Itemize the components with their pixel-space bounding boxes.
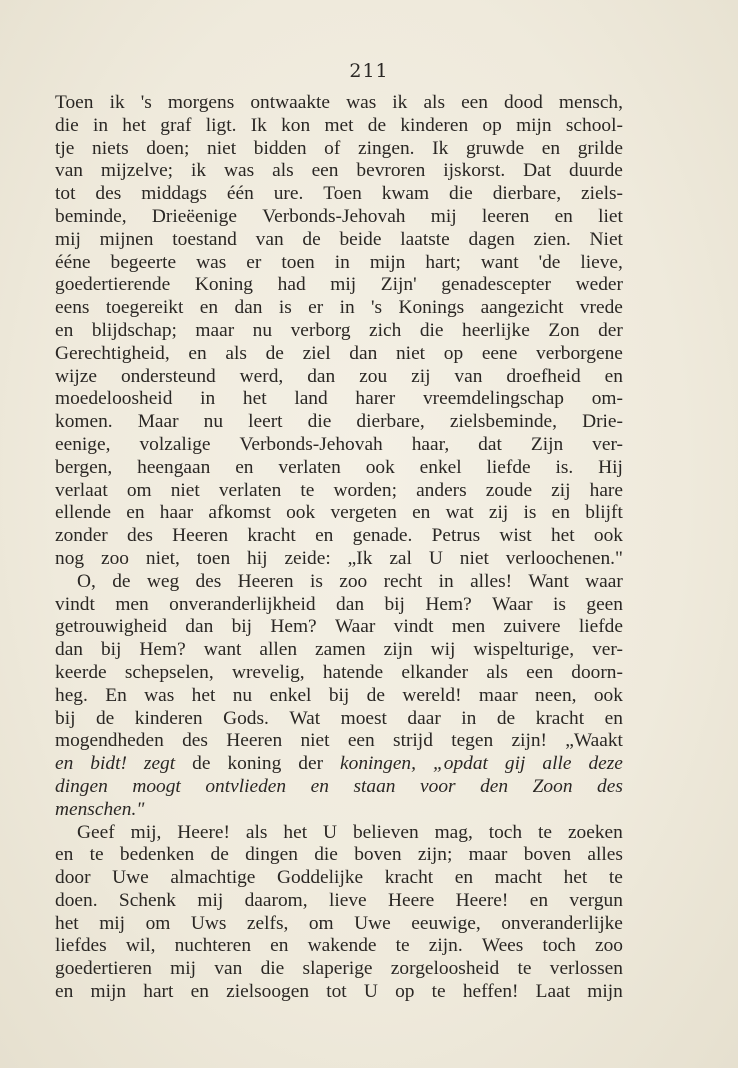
text-line: door Uwe almachtige Goddelijke kracht en macht het te <box>55 867 623 889</box>
page-number: 211 <box>349 60 389 82</box>
text-line: goedertierende Koning had mij Zijn' genadescepter weder <box>55 274 623 296</box>
text-line: bij de kinderen Gods. Wat moest daar in de kracht en <box>55 707 623 729</box>
text-line: eenige, volzalige Verbonds-Jehovah haar, dat Zijn ver- <box>55 433 623 455</box>
text-line: getrouwigheid dan bij Hem? Waar vindt men zuivere liefde <box>55 616 623 638</box>
text-line: goedertieren mij van die slaperige zorgeloosheid te verlossen <box>55 958 623 980</box>
text-line: en te bedenken de dingen die boven zijn; maar boven alles <box>55 844 623 866</box>
text-line: nog zoo niet, toen hij zeide: „Ik zal U niet verloochenen." <box>55 547 623 569</box>
text-line: dan bij Hem? want allen zamen zijn wij wispelturige, ver- <box>55 639 623 661</box>
text-line: tje niets doen; niet bidden of zingen. Ik gruwde en grilde <box>55 137 623 159</box>
text-line: dingen moogt ontvlieden en staan voor den Zoon des <box>55 775 623 797</box>
text-line: ééne begeerte was er toen in mijn hart; want 'de lieve, <box>55 251 623 273</box>
text-line: mogendheden des Heeren niet een strijd tegen zijn! „Waakt <box>55 730 623 752</box>
text-line: bergen, heengaan en verlaten ook enkel liefde is. Hij <box>55 456 623 478</box>
text-line: verlaat om niet verlaten te worden; anders zoude zij hare <box>55 479 623 501</box>
text-line: menschen." <box>55 798 145 820</box>
text-line: en blijdschap; maar nu verborg zich die heerlijke Zon der <box>55 319 623 341</box>
text-line: wijze ondersteund werd, dan zou zij van droefheid en <box>55 365 623 387</box>
text-line: en bidt! zegt de koning der koningen, „opdat gij alle deze <box>55 753 623 775</box>
text-line: eens toegereikt en dan is er in 's Konings aangezicht vrede <box>55 297 623 319</box>
text-line: van mijzelve; ik was als een bevroren ijskorst. Dat duurde <box>55 160 623 182</box>
text-line: Gerechtigheid, en als de ziel dan niet op eene verborgene <box>55 342 623 364</box>
text-line: ellende en haar afkomst ook vergeten en wat zij is en blijft <box>55 502 623 524</box>
text-line: komen. Maar nu leert die dierbare, zielsbeminde, Drie- <box>55 411 623 433</box>
text-line: liefdes wil, nuchteren en wakende te zijn. Wees toch zoo <box>55 935 623 957</box>
text-line: en mijn hart en zielsoogen tot U op te heffen! Laat mijn <box>55 981 623 1003</box>
text-line: Toen ik 's morgens ontwaakte was ik als een dood mensch, <box>55 92 623 113</box>
text-line: het mij om Uws zelfs, om Uwe eeuwige, onveranderlijke <box>55 912 623 934</box>
text-line: heg. En was het nu enkel bij de wereld! maar neen, ook <box>55 684 623 706</box>
text-line: die in het graf ligt. Ik kon met de kinderen op mijn school- <box>55 114 623 136</box>
text-line: tot des middags één ure. Toen kwam die dierbare, ziels- <box>55 183 623 205</box>
text-line: mij mijnen toestand van de beide laatste dagen zien. Niet <box>55 228 623 250</box>
text-line: moedeloosheid in het land harer vreemdelingschap om- <box>55 388 623 410</box>
text-line: zonder des Heeren kracht en genade. Petrus wist het ook <box>55 525 623 547</box>
text-line: vindt men onveranderlijkheid dan bij Hem? Waar is geen <box>55 593 623 615</box>
text-line: O, de weg des Heeren is zoo recht in alles! Want waar <box>77 570 623 592</box>
text-line: keerde schepselen, wrevelig, hatende elkander als een doorn- <box>55 661 623 683</box>
body-text <box>55 92 623 1004</box>
text-line: doen. Schenk mij daarom, lieve Heere Heere! en vergun <box>55 889 623 911</box>
text-line: Geef mij, Heere! als het U believen mag, toch te zoeken <box>77 821 623 843</box>
text-line: beminde, Drieëenige Verbonds-Jehovah mij leeren en liet <box>55 205 623 227</box>
